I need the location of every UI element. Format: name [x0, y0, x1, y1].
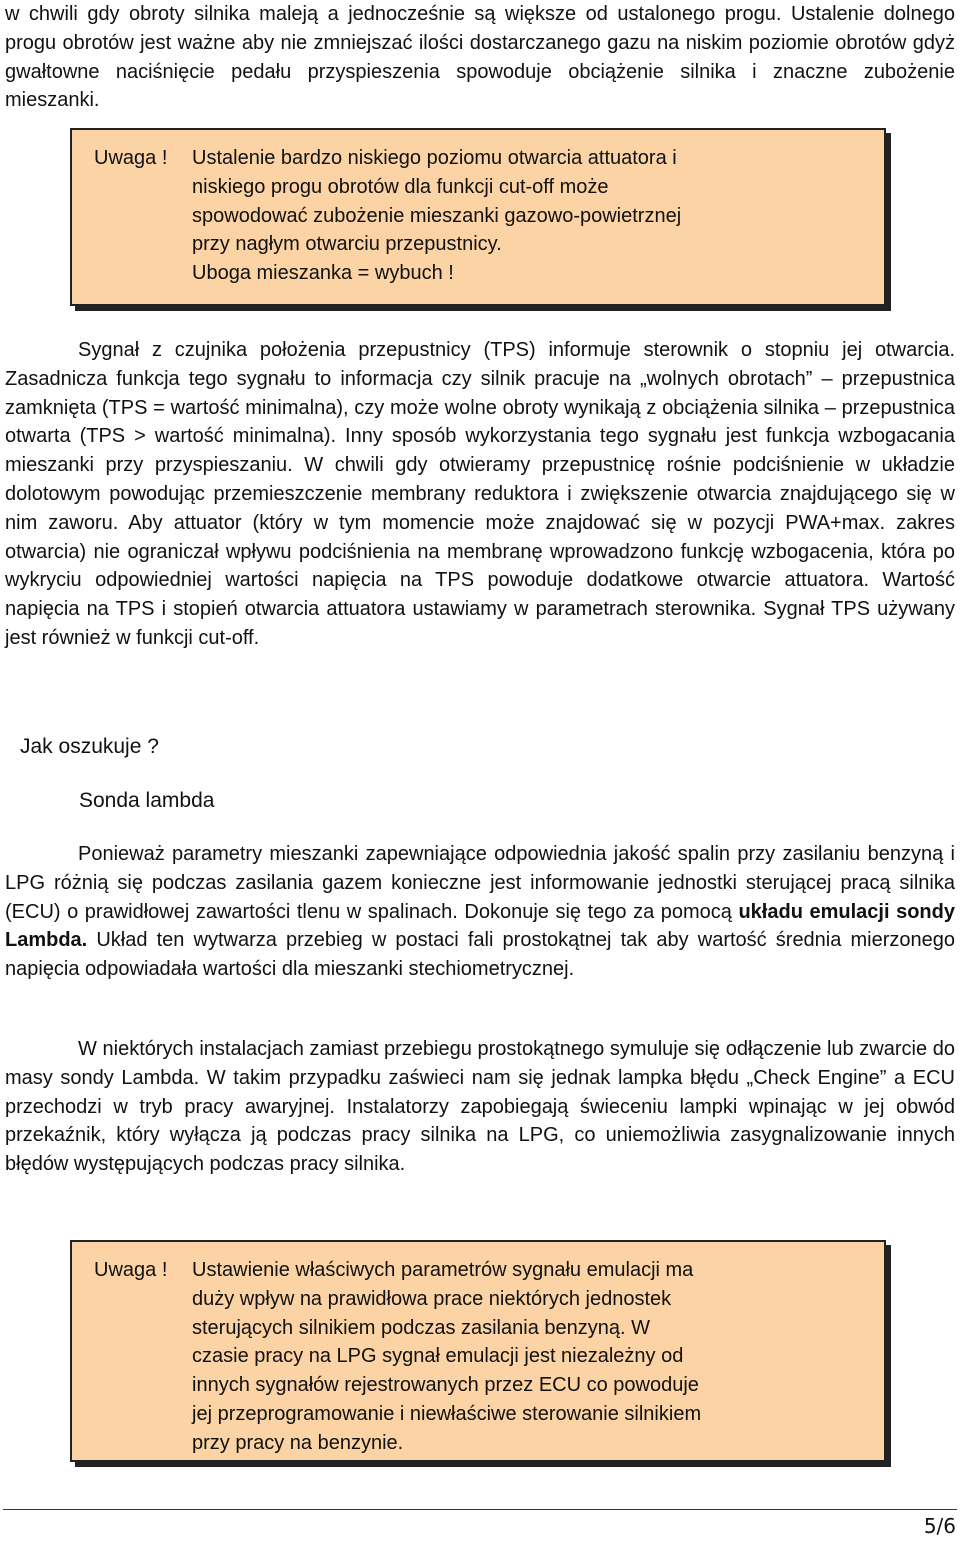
warning-line: sterujących silnikiem podczas zasilania benzyną. W	[192, 1316, 650, 1339]
lambda-text-start: Ponieważ parametry mieszanki zapewniające odpowiednia jakość spalin przy zasilaniu benzyną i LPG różnią się podczas zasilania gazem konieczne jest informowanie jednostki sterującej pracą silnika (ECU) o prawidłowej zawartości tlenu w spalinach. Dokonuje się tego za pomocą	[5, 843, 955, 923]
lambda-paragraph	[5, 840, 955, 984]
warning-line: niskiego progu obrotów dla funkcji cut-off może	[192, 175, 609, 198]
lambda-text-end: Układ ten wytwarza przebieg w postaci fali prostokątnej tak aby wartość średnia mierzonego napięcia odpowiadała wartości dla mieszanki stechiometrycznej.	[5, 929, 955, 981]
warning-line: Ustawienie właściwych parametrów sygnału emulacji ma	[192, 1259, 694, 1281]
warning-label: Uwaga !	[94, 1259, 168, 1281]
warning-box-cutoff	[70, 128, 886, 306]
warning-line: innych sygnałów rejestrowanych przez ECU co powoduje	[192, 1374, 699, 1397]
intro-paragraph: w chwili gdy obroty silnika maleją a jednocześnie są większe od ustalonego progu. Ustalenie dolnego progu obrotów jest ważne aby nie zmniejszać ilości dostarczanego gazu na niskim poziomie obrotów gdyż gwałtowne naciśnięcie pedału przyspieszenia spowoduje obciążenie silnika i znaczne zubożenie mieszanki.	[5, 3, 955, 112]
tps-paragraph: Sygnał z czujnika położenia przepustnicy (TPS) informuje sterownik o stopniu jej otwarcia. Zasadnicza funkcja tego sygnału to informacja czy silnik pracuje na „wolnych obrotach” – przepustnica zamknięta (TPS = wartość minimalna), czy może wolne obroty wynikają z obciążenia silnika – przepustnica otwarta (TPS > wartość minimalna). Inny sposób wykorzystania tego sygnału jest funkcja wzbogacania mieszanki przy przyspieszaniu. W chwili gdy otwieramy przepustnicę rośnie podciśnienie w układzie dolotowym powodując przemieszczenie membrany reduktora i zwiększenie otwarcia znajdującego się w nim zaworu. Aby attuator (który w tym momencie może znajdować się w pozycji PWA+max. zakres otwarcia) nie ograniczał wpływu podciśnienia na membranę wprowadzono funkcję wzbogacenia, która po wykryciu odpowiedniej wartości napięcia na TPS powoduje dodatkowe otwarcie attuatora. Wartość napięcia na TPS i stopień otwarcia attuatora ustawiamy w parametrach sterownika. Sygnał TPS używany jest również w funkcji cut-off.	[5, 339, 955, 649]
warning-box-content	[94, 144, 864, 288]
page-number: 5/6	[923, 1514, 956, 1538]
warning-line: duży wpływ na prawidłowa prace niektórych jednostek	[192, 1287, 672, 1310]
warning-line: przy nagłym otwarciu przepustnicy.	[192, 233, 502, 256]
warning-label: Uwaga !	[94, 147, 168, 169]
installations-paragraph: W niektórych instalacjach zamiast przebiegu prostokątnego symuluje się odłączenie lub zwarcie do masy sondy Lambda. W takim przypadku zaświeci nam się jednak lampka błędu „Check Engine” a ECU przechodzi w tryb pracy awaryjnej. Instalatorzy zapobiegają świeceniu lampki wpinając w jej obwód przekaźnik, który wyłącza ją podczas pracy silnika na LPG, co uniemożliwia zasygnalizowanie innych błędów występujących podczas pracy silnika.	[5, 1038, 955, 1176]
section-heading: Jak oszukuje ?	[20, 735, 159, 758]
warning-line: spowodować zubożenie mieszanki gazowo-powietrznej	[192, 204, 682, 227]
warning-box-content	[94, 1256, 864, 1458]
warning-line: Uboga mieszanka = wybuch !	[192, 262, 454, 285]
warning-line: Ustalenie bardzo niskiego poziomu otwarcia attuatora i	[192, 147, 677, 169]
footer-divider	[3, 1509, 957, 1510]
warning-line: jej przeprogramowanie i niewłaściwe sterowanie silnikiem	[192, 1402, 702, 1425]
warning-line: czasie pracy na LPG sygnał emulacji jest niezależny od	[192, 1345, 684, 1368]
subsection-heading: Sonda lambda	[79, 789, 215, 812]
warning-box-emulation	[70, 1240, 886, 1462]
lambda-emulation-highlight: układu emulacji sondy Lambda.	[5, 900, 955, 952]
warning-line: przy pracy na benzynie.	[192, 1431, 404, 1454]
